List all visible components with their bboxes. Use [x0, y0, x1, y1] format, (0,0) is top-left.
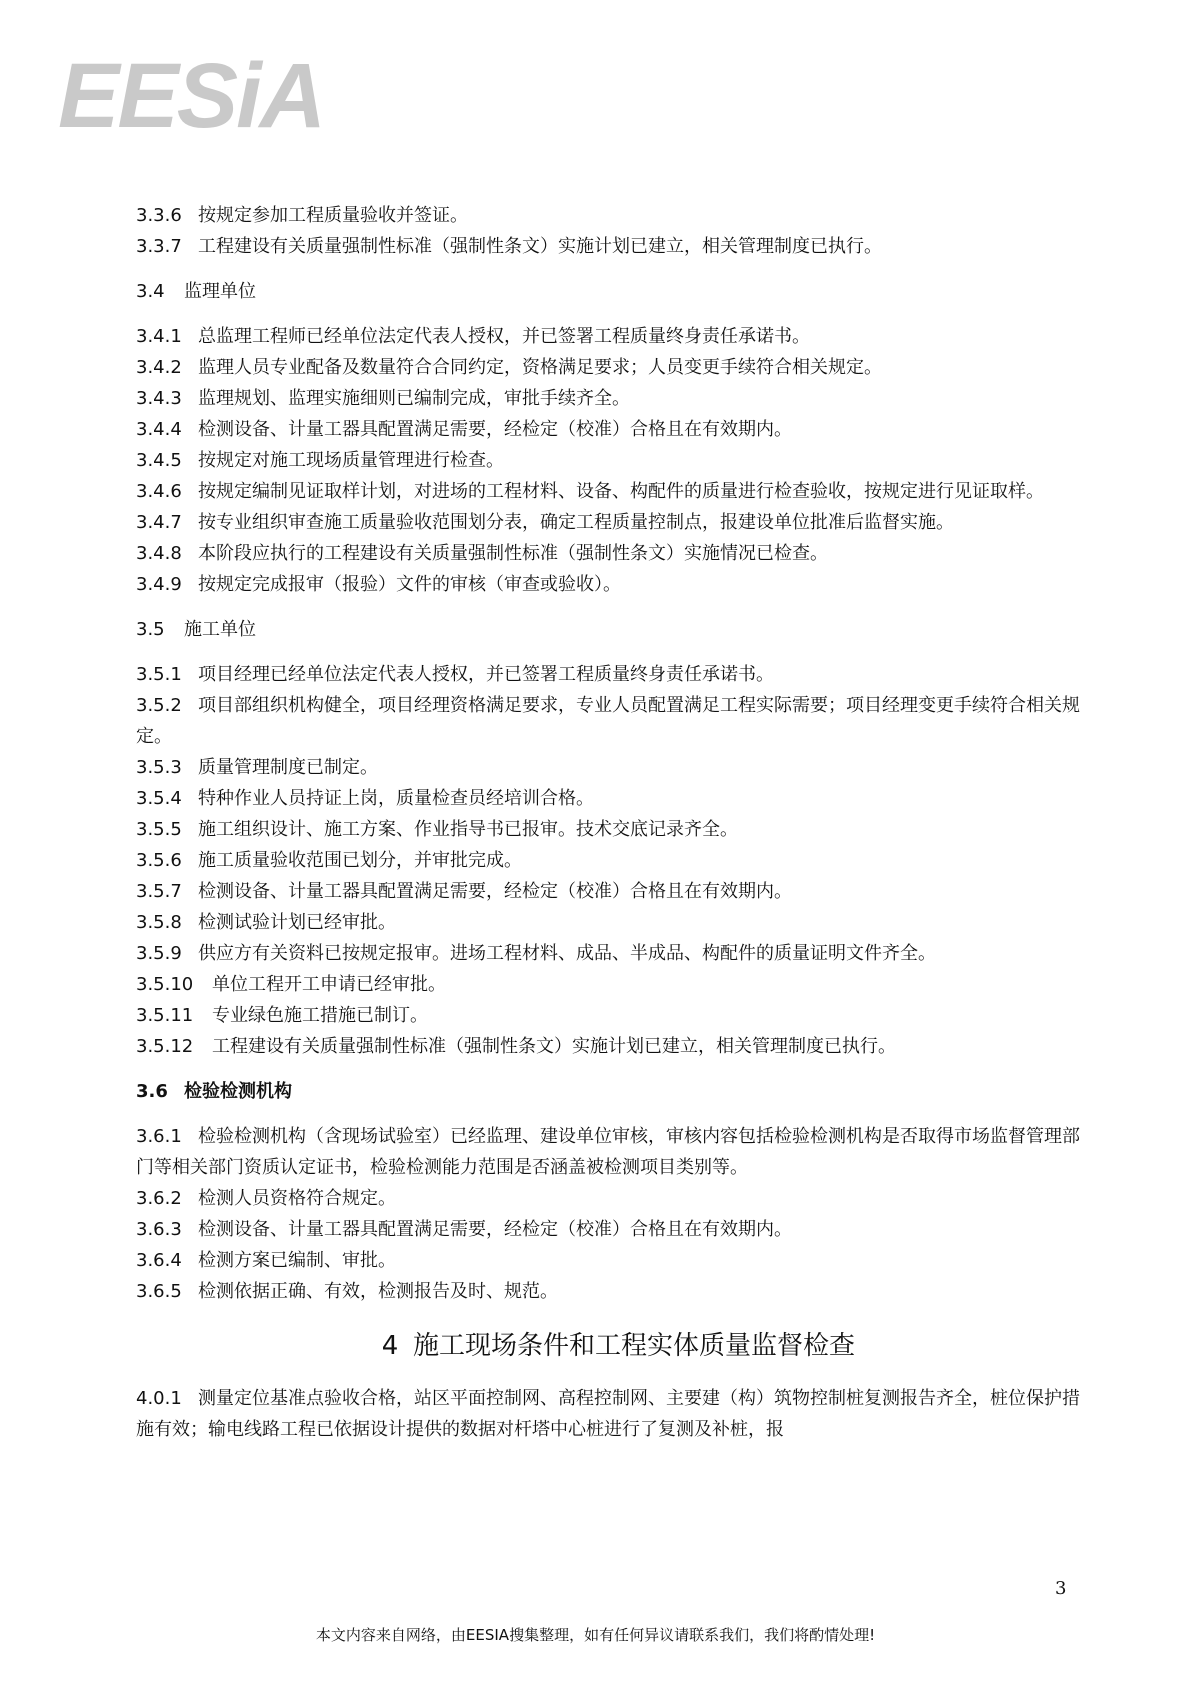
clause-text: 检验检测机构（含现场试验室）已经监理、建设单位审核，审核内容包括检验检测机构是否取得市场监督管理部门等相关部门资质认定证书，检验检测能力范围是否涵盖被检测项目类别等。 — [136, 1126, 1080, 1178]
clause-number: 3.4.1 — [136, 326, 182, 347]
clause-number: 3.6.5 — [136, 1281, 182, 1302]
clause-number: 3.6.3 — [136, 1219, 182, 1240]
page-number: 3 — [1055, 1578, 1067, 1599]
clause-text: 施工组织设计、施工方案、作业指导书已报审。技术交底记录齐全。 — [198, 819, 738, 840]
clause-number: 3.5.2 — [136, 695, 182, 716]
clause-paragraph — [136, 907, 1086, 938]
clause-text: 总监理工程师已经单位法定代表人授权，并已签署工程质量终身责任承诺书。 — [198, 326, 810, 347]
clause-number: 3.4.2 — [136, 357, 182, 378]
clause-paragraph — [136, 1183, 1086, 1214]
clause-paragraph — [136, 690, 1086, 752]
clause-text: 施工现场条件和工程实体质量监督检查 — [412, 1331, 855, 1361]
clause-number: 3.5.10 — [136, 974, 194, 995]
clause-text: 按专业组织审查施工质量验收范围划分表，确定工程质量控制点，报建设单位批准后监督实施。 — [198, 512, 954, 533]
clause-text: 质量管理制度已制定。 — [198, 757, 378, 778]
clause-number: 3.4 — [136, 281, 165, 302]
clause-text: 监理人员专业配备及数量符合合同约定，资格满足要求；人员变更手续符合相关规定。 — [198, 357, 882, 378]
clause-number: 3.4.3 — [136, 388, 182, 409]
clause-paragraph — [136, 814, 1086, 845]
clause-paragraph — [136, 783, 1086, 814]
clause-paragraph — [136, 969, 1086, 1000]
clause-number: 3.4.9 — [136, 574, 182, 595]
clause-text: 按规定对施工现场质量管理进行检查。 — [198, 450, 504, 471]
clause-paragraph — [136, 1383, 1086, 1445]
clause-number: 3.5.5 — [136, 819, 182, 840]
clause-number: 3.5.6 — [136, 850, 182, 871]
clause-number: 3.6.2 — [136, 1188, 182, 1209]
clause-paragraph — [136, 1214, 1086, 1245]
footer-disclaimer: 本文内容来自网络，由EESIA搜集整理，如有任何异议请联系我们，我们将酌情处理! — [315, 1626, 876, 1644]
clause-number: 3.4.7 — [136, 512, 182, 533]
clause-number: 3.6.4 — [136, 1250, 182, 1271]
clause-number: 3.3.6 — [136, 205, 182, 226]
clause-number: 3.6 — [136, 1081, 168, 1102]
clause-text: 监理规划、监理实施细则已编制完成，审批手续齐全。 — [198, 388, 630, 409]
clause-text: 施工质量验收范围已划分，并审批完成。 — [198, 850, 522, 871]
clause-paragraph — [136, 414, 1086, 445]
clause-text: 测量定位基准点验收合格，站区平面控制网、高程控制网、主要建（构）筑物控制桩复测报告齐全，桩位保护措施有效；输电线路工程已依据设计提供的数据对杆塔中心桩进行了复测及补桩，报 — [136, 1388, 1080, 1440]
clause-text: 施工单位 — [184, 619, 256, 640]
clause-paragraph — [136, 507, 1086, 538]
clause-text: 检测试验计划已经审批。 — [198, 912, 396, 933]
clause-text: 按规定编制见证取样计划，对进场的工程材料、设备、构配件的质量进行检查验收，按规定进行见证取样。 — [198, 481, 1044, 502]
clause-number: 4.0.1 — [136, 1388, 182, 1409]
clause-text: 特种作业人员持证上岗，质量检查员经培训合格。 — [198, 788, 594, 809]
clause-paragraph — [136, 476, 1086, 507]
clause-number: 3.6.1 — [136, 1126, 182, 1147]
clause-number: 3.5 — [136, 619, 165, 640]
clause-text: 监理单位 — [184, 281, 256, 302]
clause-text: 检测人员资格符合规定。 — [198, 1188, 396, 1209]
clause-paragraph — [136, 1121, 1086, 1183]
clause-text: 检验检测机构 — [184, 1081, 292, 1102]
clause-text: 供应方有关资料已按规定报审。进场工程材料、成品、半成品、构配件的质量证明文件齐全。 — [198, 943, 936, 964]
clause-text: 单位工程开工申请已经审批。 — [212, 974, 446, 995]
eesia-logo: EESiA — [58, 45, 325, 147]
section-heading — [136, 276, 1086, 307]
clause-paragraph — [136, 752, 1086, 783]
clause-text: 检测设备、计量工器具配置满足需要，经检定（校准）合格且在有效期内。 — [198, 1219, 792, 1240]
clause-paragraph — [136, 231, 1086, 262]
clause-text: 工程建设有关质量强制性标准（强制性条文）实施计划已建立，相关管理制度已执行。 — [212, 1036, 896, 1057]
section-heading — [136, 614, 1086, 645]
clause-number: 3.5.9 — [136, 943, 182, 964]
clause-paragraph — [136, 938, 1086, 969]
clause-number: 3.3.7 — [136, 236, 182, 257]
clause-paragraph — [136, 321, 1086, 352]
clause-paragraph — [136, 352, 1086, 383]
clause-paragraph — [136, 383, 1086, 414]
clause-paragraph — [136, 538, 1086, 569]
clause-number: 3.4.8 — [136, 543, 182, 564]
clause-paragraph — [136, 200, 1086, 231]
clause-paragraph — [136, 1000, 1086, 1031]
clause-paragraph — [136, 569, 1086, 600]
clause-text: 按规定完成报审（报验）文件的审核（审查或验收）。 — [198, 574, 621, 595]
chapter-heading — [136, 1329, 1086, 1363]
clause-text: 检测依据正确、有效，检测报告及时、规范。 — [198, 1281, 558, 1302]
clause-number: 3.5.3 — [136, 757, 182, 778]
clause-text: 检测设备、计量工器具配置满足需要，经检定（校准）合格且在有效期内。 — [198, 881, 792, 902]
document-body — [136, 200, 1086, 1445]
clause-number: 3.5.12 — [136, 1036, 194, 1057]
clause-number: 3.4.4 — [136, 419, 182, 440]
clause-text: 本阶段应执行的工程建设有关质量强制性标准（强制性条文）实施情况已检查。 — [198, 543, 828, 564]
clause-text: 项目部组织机构健全，项目经理资格满足要求，专业人员配置满足工程实际需要；项目经理变更手续符合相关规定。 — [136, 695, 1080, 747]
clause-number: 3.5.7 — [136, 881, 182, 902]
clause-paragraph — [136, 445, 1086, 476]
clause-paragraph — [136, 1245, 1086, 1276]
clause-text: 检测设备、计量工器具配置满足需要，经检定（校准）合格且在有效期内。 — [198, 419, 792, 440]
clause-paragraph — [136, 1276, 1086, 1307]
clause-text: 工程建设有关质量强制性标准（强制性条文）实施计划已建立，相关管理制度已执行。 — [198, 236, 882, 257]
clause-text: 专业绿色施工措施已制订。 — [212, 1005, 428, 1026]
clause-number: 3.5.11 — [136, 1005, 194, 1026]
section-heading — [136, 1076, 1086, 1107]
clause-paragraph — [136, 659, 1086, 690]
clause-text: 项目经理已经单位法定代表人授权，并已签署工程质量终身责任承诺书。 — [198, 664, 774, 685]
clause-text: 按规定参加工程质量验收并签证。 — [198, 205, 468, 226]
clause-number: 3.5.1 — [136, 664, 182, 685]
clause-paragraph — [136, 845, 1086, 876]
clause-number: 3.4.5 — [136, 450, 182, 471]
clause-number: 3.5.8 — [136, 912, 182, 933]
clause-text: 检测方案已编制、审批。 — [198, 1250, 396, 1271]
clause-number: 3.5.4 — [136, 788, 182, 809]
clause-number: 3.4.6 — [136, 481, 182, 502]
clause-paragraph — [136, 1031, 1086, 1062]
clause-number: 4 — [381, 1331, 399, 1361]
clause-paragraph — [136, 876, 1086, 907]
